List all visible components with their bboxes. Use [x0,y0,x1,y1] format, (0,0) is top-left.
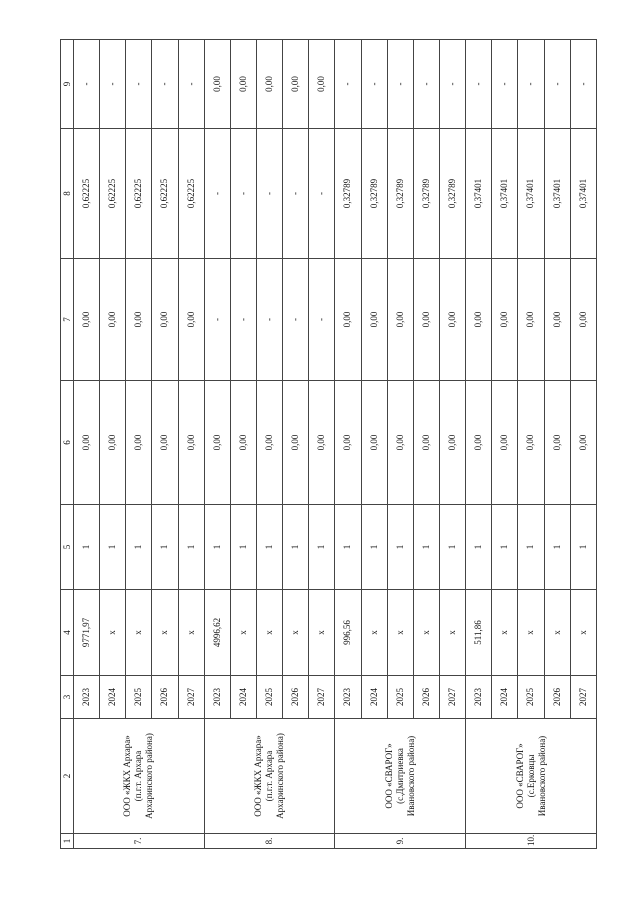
col5-cell: 1 [152,505,178,590]
col7-cell: - [256,259,282,381]
col5-cell: 1 [74,505,100,590]
col4-cell: x [230,590,256,676]
year-cell: 2024 [230,676,256,719]
col7-cell: 0,00 [178,259,204,381]
col5-cell: 1 [283,505,309,590]
year-cell: 2024 [492,676,518,719]
col7-cell: 0,00 [544,259,570,381]
org-line: Ивановского района) [536,735,547,817]
org-line: (п.г.т. Архара [133,750,144,802]
year-cell: 2025 [126,676,152,719]
year-cell: 2026 [283,676,309,719]
col8-cell: 0,62225 [74,129,100,259]
col8-cell: - [256,129,282,259]
org-line: ООО «СВАРОГ» [514,743,525,809]
org-line: (с.Дмитриевка [394,748,405,804]
year-cell: 2025 [387,676,413,719]
col4-cell: x [387,590,413,676]
col6-cell: 0,00 [152,381,178,505]
col5-cell: 1 [387,505,413,590]
group-number: 7. [74,834,205,849]
col6-cell: 0,00 [387,381,413,505]
col7-cell: 0,00 [335,259,361,381]
col7-cell: 0,00 [413,259,439,381]
col5-cell: 1 [230,505,256,590]
col4-cell: x [256,590,282,676]
col-number-8: 8 [61,129,74,259]
col4-cell: 511,86 [466,590,492,676]
col4-cell: x [544,590,570,676]
table-row [335,40,361,849]
col4-cell: 996,56 [335,590,361,676]
col5-cell: 1 [361,505,387,590]
col6-cell: 0,00 [74,381,100,505]
organization-cell [466,719,597,834]
col9-cell: 0,00 [204,40,230,129]
col9-cell: 0,00 [309,40,335,129]
col5-cell: 1 [466,505,492,590]
year-cell: 2026 [413,676,439,719]
col8-cell: 0,37401 [518,129,544,259]
table-row [204,40,230,849]
col7-cell: 0,00 [361,259,387,381]
col7-cell: 0,00 [74,259,100,381]
col6-cell: 0,00 [283,381,309,505]
col9-cell: - [518,40,544,129]
col5-cell: 1 [309,505,335,590]
col9-cell: - [413,40,439,129]
col6-cell: 0,00 [230,381,256,505]
col5-cell: 1 [492,505,518,590]
col7-cell: 0,00 [570,259,596,381]
col4-cell: x [413,590,439,676]
col8-cell: 0,62225 [152,129,178,259]
year-cell: 2025 [518,676,544,719]
col8-cell: 0,32789 [413,129,439,259]
col8-cell: 0,37401 [466,129,492,259]
col4-cell: x [518,590,544,676]
table-body [61,40,597,849]
col6-cell: 0,00 [361,381,387,505]
org-line: (п.г.т. Архара [264,750,275,802]
col-number-2: 2 [61,719,74,834]
col8-cell: 0,32789 [439,129,465,259]
col4-cell: x [570,590,596,676]
col9-cell: - [387,40,413,129]
col6-cell: 0,00 [413,381,439,505]
rotated-table-frame [60,40,597,849]
col7-cell: - [283,259,309,381]
tariff-table [60,39,597,849]
col7-cell: 0,00 [466,259,492,381]
col7-cell: 0,00 [492,259,518,381]
col7-cell: 0,00 [518,259,544,381]
year-cell: 2024 [100,676,126,719]
year-cell: 2025 [256,676,282,719]
col7-cell: 0,00 [152,259,178,381]
col7-cell: 0,00 [387,259,413,381]
year-cell: 2024 [361,676,387,719]
col5-cell: 1 [570,505,596,590]
col4-cell: x [309,590,335,676]
col4-cell: x [492,590,518,676]
col6-cell: 0,00 [439,381,465,505]
col9-cell: 0,00 [230,40,256,129]
col4-cell: x [178,590,204,676]
col9-cell: - [126,40,152,129]
organization-cell [335,719,466,834]
col8-cell: 0,37401 [492,129,518,259]
col8-cell: 0,62225 [100,129,126,259]
col4-cell: x [283,590,309,676]
org-line: (с.Ерковцы [525,754,536,798]
col5-cell: 1 [178,505,204,590]
col-number-9: 9 [61,40,74,129]
col9-cell: - [544,40,570,129]
col8-cell: - [283,129,309,259]
col7-cell: - [309,259,335,381]
year-cell: 2023 [466,676,492,719]
col9-cell: - [178,40,204,129]
col6-cell: 0,00 [570,381,596,505]
col6-cell: 0,00 [518,381,544,505]
org-line: Ивановского района) [405,735,416,817]
col4-cell: x [361,590,387,676]
year-cell: 2026 [152,676,178,719]
col8-cell: 0,32789 [387,129,413,259]
year-cell: 2026 [544,676,570,719]
col8-cell: - [204,129,230,259]
col8-cell: 0,62225 [126,129,152,259]
year-cell: 2027 [178,676,204,719]
col-number-3: 3 [61,676,74,719]
col5-cell: 1 [126,505,152,590]
col6-cell: 0,00 [544,381,570,505]
col5-cell: 1 [413,505,439,590]
col6-cell: 0,00 [309,381,335,505]
col5-cell: 1 [518,505,544,590]
col-number-6: 6 [61,381,74,505]
col5-cell: 1 [256,505,282,590]
col9-cell: - [466,40,492,129]
column-number-row [61,40,74,849]
col8-cell: 0,37401 [544,129,570,259]
col8-cell: 0,32789 [335,129,361,259]
org-line: ООО «ЖКХ Архара» [253,735,264,817]
col8-cell: 0,37401 [570,129,596,259]
org-line: Архаринского района) [144,733,155,819]
col6-cell: 0,00 [335,381,361,505]
col-number-4: 4 [61,590,74,676]
col6-cell: 0,00 [126,381,152,505]
col5-cell: 1 [100,505,126,590]
year-cell: 2027 [309,676,335,719]
col8-cell: 0,32789 [361,129,387,259]
col-number-1: 1 [61,834,74,849]
col9-cell: - [570,40,596,129]
col9-cell: - [152,40,178,129]
col8-cell: - [230,129,256,259]
col6-cell: 0,00 [492,381,518,505]
org-line: ООО «ЖКХ Архара» [122,735,133,817]
year-cell: 2027 [439,676,465,719]
col4-cell: 4996,62 [204,590,230,676]
col8-cell: 0,62225 [178,129,204,259]
organization-cell [74,719,205,834]
year-cell: 2023 [74,676,100,719]
group-number: 9. [335,834,466,849]
col-number-7: 7 [61,259,74,381]
group-number: 8. [204,834,335,849]
col4-cell: x [152,590,178,676]
org-line: Архаринского района) [275,733,286,819]
col9-cell: - [100,40,126,129]
col9-cell: 0,00 [256,40,282,129]
col-number-5: 5 [61,505,74,590]
col6-cell: 0,00 [178,381,204,505]
col4-cell: x [439,590,465,676]
col7-cell: 0,00 [439,259,465,381]
col9-cell: - [74,40,100,129]
col7-cell: - [204,259,230,381]
col6-cell: 0,00 [256,381,282,505]
col7-cell: - [230,259,256,381]
col9-cell: - [492,40,518,129]
col4-cell: 9771,97 [74,590,100,676]
col6-cell: 0,00 [466,381,492,505]
col6-cell: 0,00 [100,381,126,505]
table-row [74,40,100,849]
col5-cell: 1 [335,505,361,590]
col7-cell: 0,00 [126,259,152,381]
col9-cell: - [335,40,361,129]
col5-cell: 1 [439,505,465,590]
col4-cell: x [100,590,126,676]
col5-cell: 1 [204,505,230,590]
col9-cell: 0,00 [283,40,309,129]
organization-cell [204,719,335,834]
year-cell: 2023 [335,676,361,719]
col6-cell: 0,00 [204,381,230,505]
col5-cell: 1 [544,505,570,590]
org-line: ООО «СВАРОГ» [383,743,394,809]
year-cell: 2023 [204,676,230,719]
col8-cell: - [309,129,335,259]
year-cell: 2027 [570,676,596,719]
table-row [466,40,492,849]
group-number: 10. [466,834,597,849]
col7-cell: 0,00 [100,259,126,381]
col4-cell: x [126,590,152,676]
col9-cell: - [361,40,387,129]
col9-cell: - [439,40,465,129]
